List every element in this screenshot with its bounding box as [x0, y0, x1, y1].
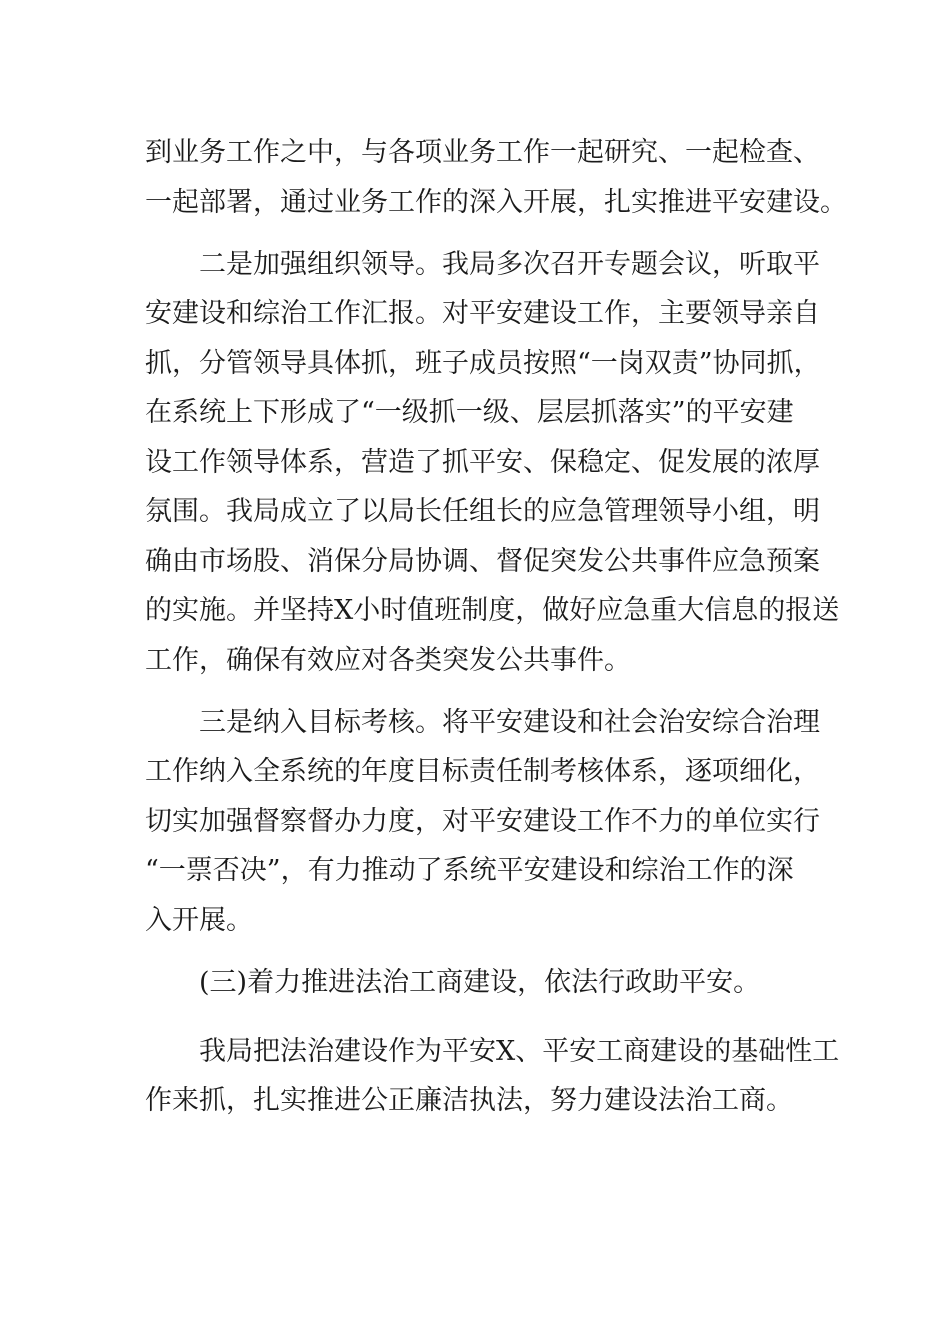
text-line: 一起部署，通过业务工作的深入开展，扎实推进平安建设。 — [145, 187, 847, 218]
text-line: 在系统上下形成了“一级抓一级、层层抓落实”的平安建 — [145, 397, 794, 428]
paragraph-start-line: 三是纳入目标考核。将平安建设和社会治安综合治理 — [199, 707, 820, 738]
text-line: 的实施。并坚持X小时值班制度，做好应急重大信息的报送 — [145, 595, 840, 626]
text-line: 切实加强督察督办力度，对平安建设工作不力的单位实行 — [145, 806, 820, 837]
text-line: 工作纳入全系统的年度目标责任制考核体系，逐项细化， — [145, 756, 820, 787]
text-line: 到业务工作之中，与各项业务工作一起研究、一起检查、 — [145, 137, 820, 168]
paragraph-start-line: 二是加强组织领导。我局多次召开专题会议，听取平 — [199, 249, 820, 280]
text-line: 抓，分管领导具体抓，班子成员按照“一岗双责”协同抓， — [145, 348, 821, 379]
text-line: 入开展。 — [145, 905, 253, 936]
text-line: “一票否决”，有力推动了系统平安建设和综治工作的深 — [145, 855, 794, 886]
text-line: 设工作领导体系，营造了抓平安、保稳定、促发展的浓厚 — [145, 447, 820, 478]
text-line: 作来抓，扎实推进公正廉洁执法，努力建设法治工商。 — [145, 1085, 793, 1116]
section-heading: (三)着力推进法治工商建设，依法行政助平安。 — [199, 967, 761, 998]
text-line: 确由市场股、消保分局协调、督促突发公共事件应急预案 — [145, 546, 820, 577]
paragraph-start-line: 我局把法治建设作为平安X、平安工商建设的基础性工 — [199, 1036, 840, 1067]
text-line: 氛围。我局成立了以局长任组长的应急管理领导小组，明 — [145, 496, 820, 527]
text-line: 工作，确保有效应对各类突发公共事件。 — [145, 645, 631, 676]
text-line: 安建设和综治工作汇报。对平安建设工作，主要领导亲自 — [145, 298, 820, 329]
